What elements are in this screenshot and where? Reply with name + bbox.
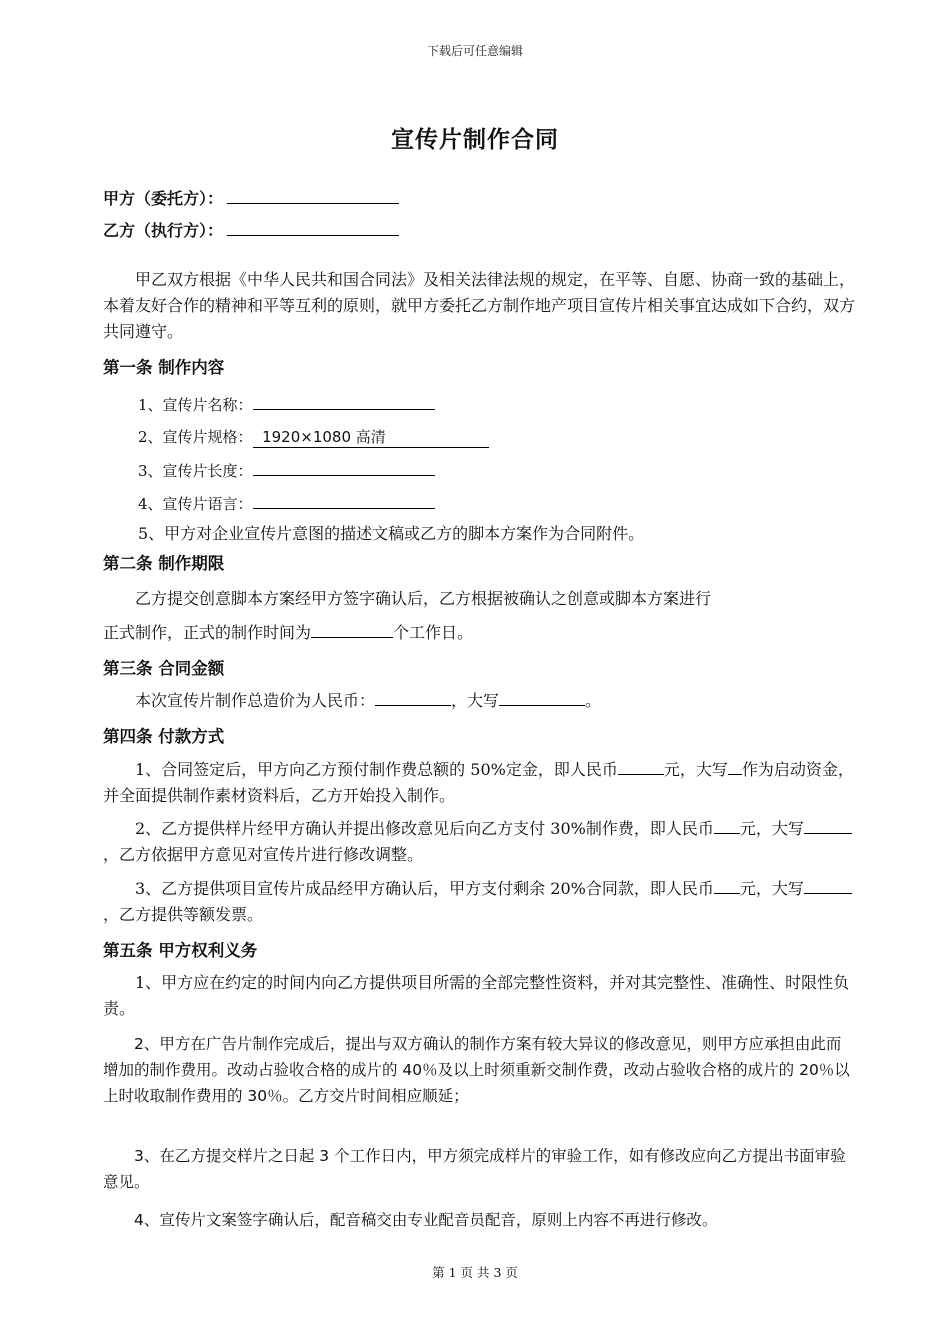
p2-text-b: 元，大写 bbox=[739, 819, 804, 838]
s3-text-b: ，大写 bbox=[451, 691, 500, 710]
section-3-heading: 第三条 合同金额 bbox=[103, 659, 225, 678]
section-1-heading: 第一条 制作内容 bbox=[103, 358, 225, 377]
item-name-blank bbox=[253, 393, 435, 410]
section-2-line-2 bbox=[103, 620, 855, 646]
obligation-4-text: 4、宣传片文案签字确认后，配音稿交由专业配音员配音，原则上内容不再进行修改。 bbox=[134, 1211, 718, 1229]
item-spec-value-text: 1920×1080 高清 bbox=[262, 428, 386, 446]
item-attachment: 5、甲方对企业宣传片意图的描述文稿或乙方的脚本方案作为合同附件。 bbox=[138, 524, 645, 543]
section-2-heading: 第二条 制作期限 bbox=[103, 554, 225, 573]
section-3-body bbox=[103, 688, 855, 714]
section-3-line bbox=[103, 688, 855, 714]
item-length bbox=[138, 459, 435, 481]
item-name bbox=[138, 393, 435, 415]
obligation-2-text: 2、甲方在广告片制作完成后，提出与双方确认的制作方案有较大异议的修改意见，则甲方应承担由此而增加的制作费用。改动占验收合格的成片的 40％及以上时须重新交制作费，改动占验收合格的成片的 20％以上时收取制作费用的 30％。乙方交片时间相应顺延； bbox=[103, 1035, 850, 1105]
item-language-label: 4、宣传片语言： bbox=[138, 495, 253, 513]
section-2-body bbox=[103, 586, 855, 646]
p3-amount-blank bbox=[714, 878, 740, 894]
price-words-blank bbox=[499, 690, 585, 706]
party-b-blank bbox=[227, 218, 399, 236]
obligation-2 bbox=[103, 1031, 855, 1109]
party-b-line bbox=[103, 218, 399, 241]
p3-words-blank bbox=[804, 878, 852, 894]
p2-words-blank bbox=[804, 818, 852, 834]
obligation-3 bbox=[103, 1143, 855, 1195]
workdays-blank bbox=[311, 622, 393, 638]
item-spec-label: 2、宣传片规格： bbox=[138, 428, 253, 446]
party-b-label: 乙方（执行方）： bbox=[103, 221, 224, 240]
obligation-1-text: 1、甲方应在约定的时间内向乙方提供项目所需的全部完整性资料，并对其完整性、准确性、时限性负责。 bbox=[103, 973, 850, 1018]
section-4-heading: 第四条 付款方式 bbox=[103, 727, 225, 746]
p2-text-a: 2、乙方提供样片经甲方确认并提出修改意见后向乙方支付 30%制作费，即人民币 bbox=[135, 819, 714, 838]
p1-text-b: 元，大写 bbox=[663, 760, 728, 779]
payment-2-text bbox=[103, 816, 855, 868]
section-2-line-1: 乙方提交创意脚本方案经甲方签字确认后，乙方根据被确认之创意或脚本方案进行 bbox=[135, 589, 712, 608]
item-length-blank bbox=[253, 459, 435, 476]
party-a-line bbox=[103, 186, 399, 209]
s2-text-b: 个工作日。 bbox=[393, 623, 474, 642]
party-a-label: 甲方（委托方）： bbox=[103, 189, 224, 208]
payment-1-text bbox=[103, 757, 855, 809]
party-a-blank bbox=[227, 186, 399, 204]
p2-text-c: ，乙方依据甲方意见对宣传片进行修改调整。 bbox=[103, 845, 424, 864]
p3-text-b: 元，大写 bbox=[739, 879, 804, 898]
item-length-label: 3、宣传片长度： bbox=[138, 462, 253, 480]
p3-text-c: ，乙方提供等额发票。 bbox=[103, 905, 264, 924]
payment-1 bbox=[103, 757, 855, 809]
p1-text-c: 作为启动资金，并全面提供制作素材资料后，乙方开始投入制作。 bbox=[103, 760, 854, 805]
p1-text-a: 1、合同签定后，甲方向乙方预付制作费总额的 50%定金，即人民币 bbox=[135, 760, 618, 779]
s3-text-c: 。 bbox=[585, 691, 602, 710]
obligation-4 bbox=[103, 1207, 855, 1233]
obligation-3-text: 3、在乙方提交样片之日起 3 个工作日内，甲方须完成样片的审验工作，如有修改应向乙方提出书面审验意见。 bbox=[103, 1147, 846, 1191]
intro-paragraph: 甲乙双方根据《中华人民共和国合同法》及相关法律法规的规定，在平等、自愿、协商一致的基础上，本着友好合作的精神和平等互利的原则，就甲方委托乙方制作地产项目宣传片相关事宜达成如下合约，双方共同遵守。 bbox=[103, 270, 856, 341]
payment-3 bbox=[103, 876, 855, 928]
p3-text-a: 3、乙方提供项目宣传片成品经甲方确认后，甲方支付剩余 20%合同款，即人民币 bbox=[135, 879, 714, 898]
item-spec bbox=[138, 426, 489, 448]
p1-amount-blank bbox=[618, 759, 664, 775]
item-language-blank bbox=[253, 492, 435, 509]
p2-amount-blank bbox=[714, 818, 740, 834]
payment-2 bbox=[103, 816, 855, 868]
obligation-1 bbox=[103, 970, 855, 1022]
price-number-blank bbox=[375, 690, 451, 706]
page-header: 下载后可任意编辑 bbox=[426, 44, 523, 58]
payment-3-text bbox=[103, 876, 855, 928]
page-footer: 第 1 页 共 3 页 bbox=[432, 1265, 518, 1280]
item-language bbox=[138, 492, 435, 514]
p1-words-blank bbox=[728, 759, 742, 775]
s3-text-a: 本次宣传片制作总造价为人民币： bbox=[135, 691, 376, 710]
section-5-heading: 第五条 甲方权利义务 bbox=[103, 941, 258, 960]
item-spec-value bbox=[253, 426, 489, 448]
s2-text-a: 正式制作，正式的制作时间为 bbox=[103, 623, 312, 642]
document-title: 宣传片制作合同 bbox=[391, 126, 559, 153]
intro-block bbox=[103, 267, 855, 345]
item-name-label: 1、宣传片名称： bbox=[138, 396, 253, 414]
